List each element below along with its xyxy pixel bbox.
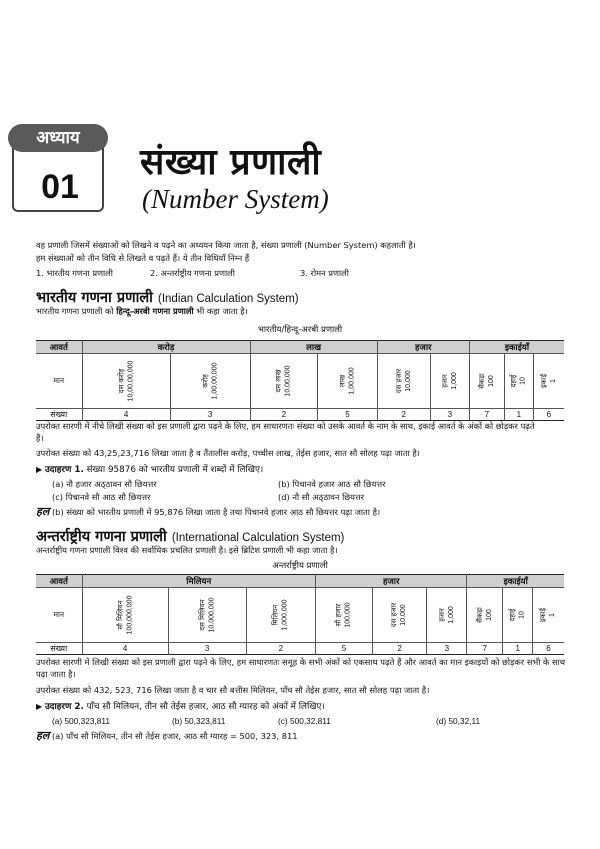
- place-value-cell: [82, 588, 168, 643]
- indian-table-number-row: [36, 409, 564, 421]
- example-2-option-d: (d) 50,32,11: [436, 716, 481, 726]
- indian-table: [36, 340, 564, 421]
- example-1-option-a: (a) नौ हजार अठ्‌ठावन सौ छियत्तर: [52, 479, 157, 489]
- digit-cell: 4: [82, 643, 168, 655]
- place-name: दस मिलियन: [198, 599, 207, 631]
- chapter-title-english: (Number System): [142, 184, 329, 214]
- example-2-option-c: (c) 500,32,811: [278, 716, 331, 726]
- place-number: 10,000,000: [207, 597, 215, 633]
- group-header: लाख: [250, 341, 377, 354]
- place-number: 100,000,000: [125, 595, 133, 635]
- indian-sub-bold: हिन्दू-अरबी गणना प्रणाली: [116, 306, 194, 316]
- chapter-label: अध्याय: [8, 124, 108, 152]
- place-value-cell: [533, 354, 564, 409]
- place-name: इकाई: [539, 373, 548, 389]
- group-header: इकाईयाँ: [467, 575, 564, 588]
- group-header: हजार: [316, 575, 467, 588]
- digit-cell: 2: [246, 643, 315, 655]
- intro-line-2: हम संख्याओं को तीन विधि से लिखते व पढ़ते हैं। ये तीन विधियाँ निम्न हैं: [36, 253, 250, 263]
- place-value-cell: [430, 354, 469, 409]
- example-2-option-b: (b) 50,323,811: [172, 716, 226, 726]
- chapter-number: 01: [41, 168, 79, 206]
- place-value-cell: [372, 588, 427, 643]
- place-number: 1: [548, 613, 556, 617]
- solution-label: हल: [36, 729, 50, 742]
- example-2-option-a: (a) 500,323,811: [52, 716, 110, 726]
- digit-cell: 2: [377, 409, 430, 421]
- place-name: सौ हजार: [334, 603, 343, 627]
- intro-item-1: 1. भारतीय गणना प्रणाली: [36, 268, 113, 278]
- place-name: हजार: [437, 608, 446, 622]
- place-name: सैकड़ा: [475, 607, 484, 623]
- digit-cell: 5: [316, 643, 373, 655]
- place-name: दस हजार: [390, 602, 399, 628]
- place-number: 10,00,000: [284, 365, 292, 397]
- place-value-cell: [246, 588, 315, 643]
- example-1-question: संख्या 95876 को भारतीय प्रणाली में शब्दों में लिखिए।: [83, 465, 264, 475]
- place-number: 1,00,00,000: [210, 362, 218, 400]
- group-header: करोड़: [82, 341, 250, 354]
- place-value-cell: [503, 588, 533, 643]
- indian-heading-hindi: भारतीय गणना प्रणाली: [36, 290, 153, 306]
- international-para-1b: पढ़ा जाता है।: [36, 669, 76, 679]
- example-1-option-b: (b) पिचानवे हजार आठ सौ छियत्तर: [278, 479, 386, 489]
- example-1-solution: [36, 506, 380, 518]
- indian-para-1: उपरोक्त सारणी में नीचे लिखी संख्या को इस प्रणाली द्वारा पढ़ने के लिए, हम साधारणतः संख्या को उसके आवर्त के नाम के साथ, इकाई आवर्त के अंकों को छोड़कर पढ़ते: [36, 421, 535, 431]
- digit-cell: 6: [533, 409, 564, 421]
- international-table-header-row: [36, 575, 564, 588]
- number-row-label: संख्या: [50, 410, 68, 419]
- digit-cell: 2: [372, 643, 427, 655]
- place-name: दस लाख: [274, 369, 283, 393]
- chapter-badge: [12, 124, 104, 212]
- international-heading-english: (International Calculation System): [171, 532, 345, 544]
- international-table: [36, 574, 564, 655]
- place-value-cell: [467, 588, 503, 643]
- place-number: 10,00,00,000: [126, 360, 134, 402]
- indian-table-caption: भारतीय/हिन्दू-अरबी प्रणाली: [257, 325, 343, 335]
- group-header: हजार: [377, 341, 469, 354]
- digit-cell: 3: [430, 409, 469, 421]
- indian-para-2: उपरोक्त संख्या को 43,25,23,716 लिखा जाता है व तैंतालीस करोड़, पच्चीस लाख, तेईस हजार, सात सौ सोलह पढ़ा जाता है।: [36, 448, 420, 458]
- indian-table-header-row: [36, 341, 564, 354]
- indian-sub-pre: भारतीय गणना प्रणाली को: [36, 306, 117, 316]
- digit-cell: 3: [168, 643, 246, 655]
- digit-cell: 3: [170, 409, 250, 421]
- indian-para-1b: हैं।: [36, 433, 44, 443]
- place-name: दस करोड़: [117, 368, 126, 394]
- period-header: आवर्त: [36, 575, 82, 588]
- international-para-2: उपरोक्त संख्या को 432, 523, 716 लिखा जाता है व चार सौ बत्तीस मिलियन, पाँच सौ तेईस हजार, सात सौ सोलह पढ़ा जाता है।: [36, 685, 430, 695]
- place-name: करोड़: [201, 374, 210, 388]
- place-value-cell: [532, 588, 564, 643]
- number-row-label: संख्या: [50, 644, 68, 653]
- solution-label: हल: [36, 505, 50, 518]
- digit-cell: 7: [467, 643, 503, 655]
- international-table-value-row: [36, 588, 564, 643]
- place-name: सैकड़ा: [477, 373, 486, 389]
- place-value-cell: [250, 354, 318, 409]
- indian-heading: [36, 287, 299, 307]
- group-header: इकाईयाँ: [469, 341, 564, 354]
- value-row-label: मान: [36, 588, 82, 643]
- place-number: 10,000: [400, 604, 408, 626]
- place-value-cell: [427, 588, 467, 643]
- place-name: दहाई: [508, 608, 517, 622]
- place-number: 1,000: [450, 372, 458, 390]
- example-2-question: पाँच सौ मिलियन, तीन सौ तेईस हजार, आठ सौ ग्यारह को अंकों में लिखिए।: [83, 702, 325, 712]
- digit-cell: 1: [504, 409, 533, 421]
- digit-cell: 6: [532, 643, 564, 655]
- group-header: मिलियन: [82, 575, 316, 588]
- place-number: 100: [487, 375, 495, 387]
- place-number: 10: [519, 377, 527, 385]
- place-name: दस हजार: [394, 368, 403, 394]
- place-value-cell: [377, 354, 430, 409]
- place-value-cell: [170, 354, 250, 409]
- international-para-1: उपरोक्त सारणी में लिखी संख्या को इस प्रणाली द्वारा पढ़ने के लिए, हम साधारणतः समूह के सभी अंकों को एकसाथ पढ़ते हैं और आवर्त का मान इकाइयों को छोड़कर सभी के साथ: [36, 657, 566, 667]
- place-name: इकाई: [539, 607, 548, 623]
- digit-cell: 2: [250, 409, 318, 421]
- digit-cell: 1: [503, 643, 533, 655]
- international-subtext: अन्तर्राष्ट्रीय गणना प्रणाली विश्व की सर्वाधिक प्रचलित प्रणाली है। इसे ब्रिटिश प्रणाली भी कहा जाता है।: [36, 545, 338, 555]
- digit-cell: 4: [82, 409, 170, 421]
- place-value-cell: [504, 354, 533, 409]
- example-1-label: उदाहरण 1.: [44, 465, 84, 475]
- place-value-cell: [469, 354, 504, 409]
- example-1: [36, 464, 263, 476]
- digit-cell: 5: [318, 409, 377, 421]
- place-number: 1,000: [447, 606, 455, 624]
- place-number: 100: [485, 609, 493, 621]
- place-name: हजार: [440, 374, 449, 388]
- place-name: मिलियन: [271, 604, 280, 626]
- place-number: 1,00,000: [347, 367, 355, 395]
- example-2-label: उदाहरण 2.: [44, 702, 84, 712]
- digit-cell: 7: [469, 409, 504, 421]
- place-value-cell: [82, 354, 170, 409]
- indian-heading-english: (Indian Calculation System): [158, 293, 299, 305]
- international-table-number-row: [36, 643, 564, 655]
- place-value-cell: [316, 588, 373, 643]
- place-name: सौ मिलियन: [116, 600, 125, 630]
- place-number: 10: [518, 611, 526, 619]
- solution-text: (b) संख्या को भारतीय प्रणाली में 95,876 लिखा जाता है तथा पिचानवे हजार आठ सौ छियत्तर पढ़ा जाता है।: [49, 507, 381, 517]
- triangle-bullet-icon: ▶: [36, 702, 43, 711]
- place-value-cell: [168, 588, 246, 643]
- place-name: लाख: [338, 374, 347, 388]
- triangle-bullet-icon: ▶: [36, 465, 43, 474]
- international-heading-hindi: अन्तर्राष्ट्रीय गणना प्रणाली: [36, 529, 167, 545]
- international-heading: [36, 526, 344, 546]
- place-value-cell: [318, 354, 377, 409]
- indian-table-value-row: [36, 354, 564, 409]
- place-number: 1: [549, 379, 557, 383]
- example-1-option-d: (d) नौ सौ अठ्‌ठावन छियत्तर: [278, 492, 365, 502]
- intro-line-1: वह प्रणाली जिसमें संख्याओं को लिखने व पढ़ने का अध्ययन किया जाता है, संख्या प्रणाली (Number System) कहलाती है।: [36, 240, 416, 250]
- international-table-caption: अन्तर्राष्ट्रीय प्रणाली: [272, 561, 328, 571]
- intro-item-3: 3. रोमन प्रणाली: [300, 268, 349, 278]
- digit-cell: 3: [427, 643, 467, 655]
- place-number: 10,000: [404, 370, 412, 392]
- indian-subtext: [36, 306, 248, 317]
- chapter-title-hindi: संख्या प्रणाली: [140, 142, 322, 183]
- value-row-label: मान: [36, 354, 82, 409]
- example-2: [36, 701, 325, 713]
- example-1-option-c: (c) पिचानवे सौ आठ सौ छियत्तर: [52, 492, 151, 502]
- place-number: 100,000: [344, 602, 352, 628]
- place-number: 1,000,000: [281, 599, 289, 631]
- example-2-solution: [36, 730, 298, 742]
- solution-text: (a) पाँच सौ मिलियन, तीन सौ तेईस हजार, आठ सौ ग्यारह = 500, 323, 811: [49, 731, 298, 741]
- place-name: दहाई: [509, 374, 518, 388]
- indian-sub-post: भी कहा जाता है।: [193, 306, 248, 316]
- intro-item-2: 2. अन्तर्राष्ट्रीय गणना प्रणाली: [150, 268, 235, 278]
- period-header: आवर्त: [36, 341, 82, 354]
